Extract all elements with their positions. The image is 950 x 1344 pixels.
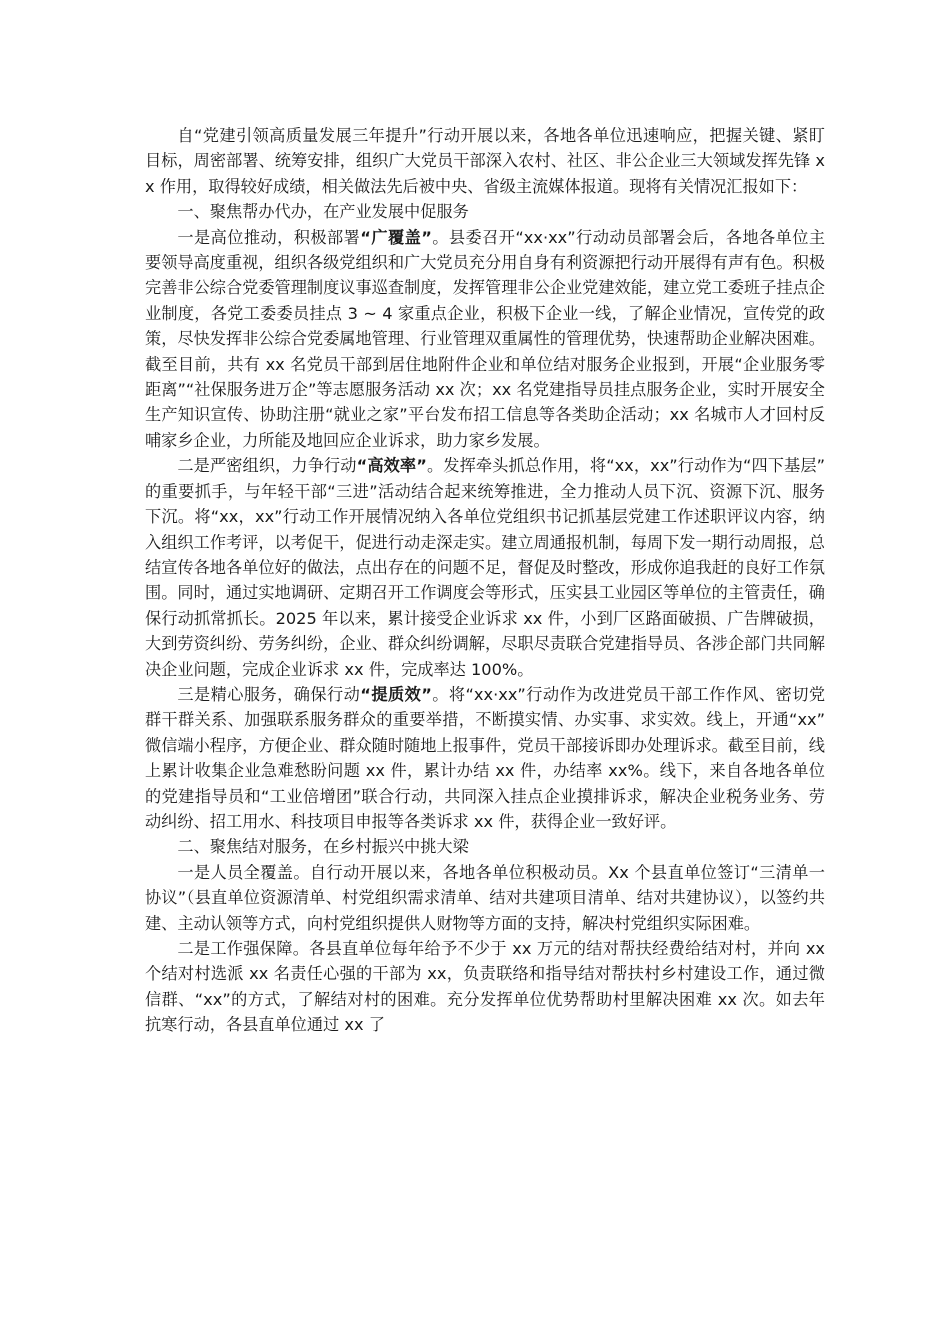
section-1-paragraph-2-body: 。发挥牵头抓总作用，将“xx，xx”行动作为“四下基层”的重要抓手，与年轻干部“三进”活动结合起来统筹推进，全力推动人员下沉、资源下沉、服务下沉。将“xx，xx”行动工作开展情况纳入各单位党组织书记抓基层党建工作述职评议内容，纳入组织工作考评，以考促干，促进行动走深走实。建立周通报机制，每周下发一期行动周报，总结宣传各地各单位好的做法，点出存在的问题不足，督促及时整改，形成你追我赶的良好工作氛围。同时，通过实地调研、定期召开工作调度会等形式，压实县工业园区等单位的主管责任，确保行动抓常抓长。2025 年以来，累计接受企业诉求 xx 件，小到厂区路面破损、广告牌破损，大到劳资纠纷、劳务纠纷，企业、群众纠纷调解，尽职尽责联合党建指导员、各涉企部门共同解决企业问题，完成企业诉求 xx 件，完成率达 100%。 [145, 456, 825, 679]
section-1-paragraph-2-emphasis: “高效率” [356, 456, 427, 476]
section-1-paragraph-2-lead: 二是严密组织，力争行动 [177, 456, 357, 476]
section-2-paragraph-2: 二是工作强保障。各县直单位每年给予不少于 xx 万元的结对帮扶经费给结对村，并向 xx 个结对村选派 xx 名责任心强的干部为 xx，负责联络和指导结对帮扶村乡村建设工作，通过微信群、“xx”的方式，了解结对村的困难。充分发挥单位优势帮助村里解决困难 xx 次。如去年抗寒行动，各县直单位通过 xx 了 [145, 939, 825, 1035]
section-1-paragraph-3-lead: 三是精心服务，确保行动 [177, 684, 361, 704]
section-1-paragraph-1-lead: 一是高位推动，积极部署 [177, 227, 361, 247]
section-1-paragraph-3 [145, 682, 825, 834]
section-1-heading: 一、聚焦帮办代办，在产业发展中促服务 [177, 202, 469, 222]
section-1-paragraph-1 [145, 225, 825, 454]
section-2-heading: 二、聚焦结对服务，在乡村振兴中挑大梁 [177, 837, 469, 857]
section-1-paragraph-3-emphasis: “提质效” [360, 684, 432, 704]
section-1-paragraph-2 [145, 453, 825, 682]
document-page [145, 123, 825, 1038]
intro-paragraph: 自“党建引领高质量发展三年提升”行动开展以来，各地各单位迅速响应，把握关键、紧盯目标，周密部署、统筹安排，组织广大党员干部深入农村、社区、非公企业三大领域发挥先锋 xx 作用，取得较好成绩，相关做法先后被中央、省级主流媒体报道。现将有关情况汇报如下： [145, 126, 825, 196]
section-1-paragraph-1-emphasis: “广覆盖” [360, 227, 432, 247]
section-1-paragraph-1-body: 。县委召开“xx·xx”行动动员部署会后，各地各单位主要领导高度重视，组织各级党组织和广大党员充分用自身有利资源把行动开展得有声有色。积极完善非公综合党委管理制度议事巡查制度，发挥管理非公企业党建效能，建立党工委班子挂点企业制度，各党工委委员挂点 3 ~ 4 家重点企业，积极下企业一线，了解企业情况，宣传党的政策，尽快发挥非公综合党委属地管理、行业管理双重属性的管理优势，快速帮助企业解决困难。截至目前，共有 xx 名党员干部到居住地附件企业和单位结对服务企业报到，开展“企业服务零距离”“社保服务进万企”等志愿服务活动 xx 次；xx 名党建指导员挂点服务企业，实时开展安全生产知识宣传、协助注册“就业之家”平台发布招工信息等各类助企活动；xx 名城市人才回村反哺家乡企业，力所能及地回应企业诉求，助力家乡发展。 [145, 227, 826, 450]
section-2-paragraph-1: 一是人员全覆盖。自行动开展以来，各地各单位积极动员。Xx 个县直单位签订“三清单一协议”（县直单位资源清单、村党组织需求清单、结对共建项目清单、结对共建协议），以签约共建、主动认领等方式，向村党组织提供人财物等方面的支持，解决村党组织实际困难。 [145, 862, 825, 933]
section-1-paragraph-3-body: 。将“xx·xx”行动作为改进党员干部工作作风、密切党群干群关系、加强联系服务群众的重要举措，不断摸实情、办实事、求实效。线上，开通“xx”微信端小程序，方便企业、群众随时随地上报事件，党员干部接诉即办处理诉求。截至目前，线上累计收集企业急难愁盼问题 xx 件，累计办结 xx 件，办结率 xx%。线下，来自各地各单位的党建指导员和“工业倍增团”联合行动，共同深入挂点企业摸排诉求，解决企业税务业务、劳动纠纷、招工用水、科技项目申报等各类诉求 xx 件，获得企业一致好评。 [145, 684, 826, 831]
